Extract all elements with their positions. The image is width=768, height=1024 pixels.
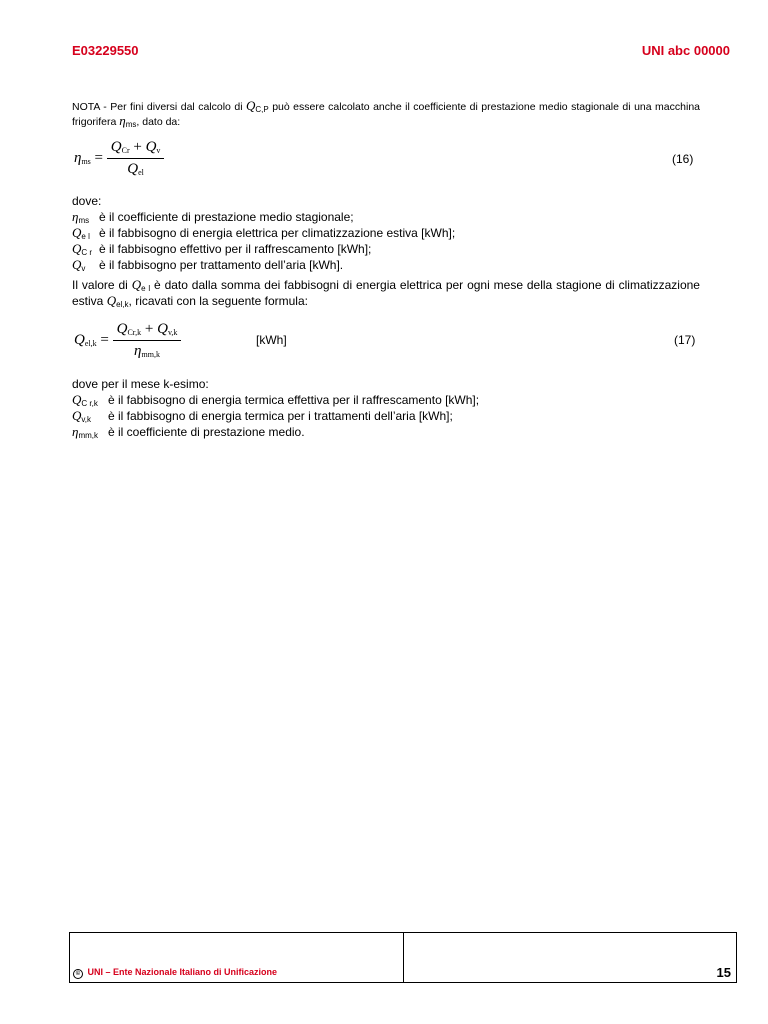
definitions-list-1 <box>72 194 700 273</box>
note-text-3: , dato da: <box>136 116 181 128</box>
note-symbol-eta-ms: $\eta_{ms}$ <box>119 113 137 129</box>
standard-code: UNI abc 00000 <box>641 43 730 58</box>
para-symbol-qelk: $Q_{el,k}$ <box>106 293 129 309</box>
para-symbol-qel: $Q_{e l}$ <box>131 277 151 293</box>
organization-name: UNI – Ente Nazionale Italiano di Unificazione <box>87 967 278 977</box>
footer-divider <box>403 933 404 982</box>
footer-organization <box>73 967 277 979</box>
definition-item: $Q_{C r,k}$ è il fabbisogno di energia termica effettiva per il raffrescamento [kWh]; <box>72 392 480 408</box>
document-code: E03229550 <box>72 43 139 58</box>
equation-16: $\eta_{ms}$ = $\frac{Q_{Cr} + Q_v}{Q_{el}}$ <box>74 139 164 178</box>
qel-paragraph <box>72 277 700 309</box>
para-text-1: Il valore di <box>72 278 128 292</box>
definition-item: $Q_v$ è il fabbisogno per trattamento dell’aria [kWh]. <box>72 257 344 273</box>
copyright-icon: © <box>73 969 83 979</box>
definition-item: $\eta_{mm,k}$ è il coefficiente di prestazione medio. <box>72 424 305 440</box>
equation-17-number: (17) <box>674 333 696 347</box>
page-footer <box>69 932 737 983</box>
definitions-intro: dove per il mese k-esimo: <box>72 377 209 391</box>
definition-item: $Q_{v,k}$ è il fabbisogno di energia termica per i trattamenti dell’aria [kWh]; <box>72 408 453 424</box>
definitions-list-2 <box>72 377 700 440</box>
equation-16-number: (16) <box>672 152 694 166</box>
equation-16-fraction: $\frac{Q_{Cr} + Q_v}{Q_{el}}$ <box>107 139 165 178</box>
equation-17-unit: [kWh] <box>256 333 287 347</box>
definition-item: $\eta_{ms}$ è il coefficiente di prestazione medio stagionale; <box>72 209 354 225</box>
para-text-2: è dato dalla somma dei fabbisogni di energia elettrica per ogni mese della stagione di climatizzazione estiva <box>72 278 700 308</box>
para-text-3: , ricavati con la seguente formula: <box>128 294 308 308</box>
definitions-intro: dove: <box>72 194 102 208</box>
page-number: 15 <box>716 965 731 980</box>
note-text-2: può essere calcolato anche il coefficiente di prestazione medio stagionale di una macchina frigorifera <box>72 101 700 128</box>
equation-17: $Q_{el,k}$ = $\frac{Q_{Cr,k} + Q_{v,k}}{\eta_{mm,k}}$ <box>74 321 181 360</box>
definition-item: $Q_{e l}$ è il fabbisogno di energia elettrica per climatizzazione estiva [kWh]; <box>72 225 456 241</box>
note-paragraph <box>72 99 700 129</box>
note-text-1: NOTA - Per fini diversi dal calcolo di <box>72 101 243 113</box>
note-symbol-qcp: $Q_{C,P}$ <box>246 98 269 114</box>
equation-17-fraction: $\frac{Q_{Cr,k} + Q_{v,k}}{\eta_{mm,k}}$ <box>113 321 182 360</box>
definition-item: $Q_{C r}$ è il fabbisogno effettivo per il raffrescamento [kWh]; <box>72 241 372 257</box>
